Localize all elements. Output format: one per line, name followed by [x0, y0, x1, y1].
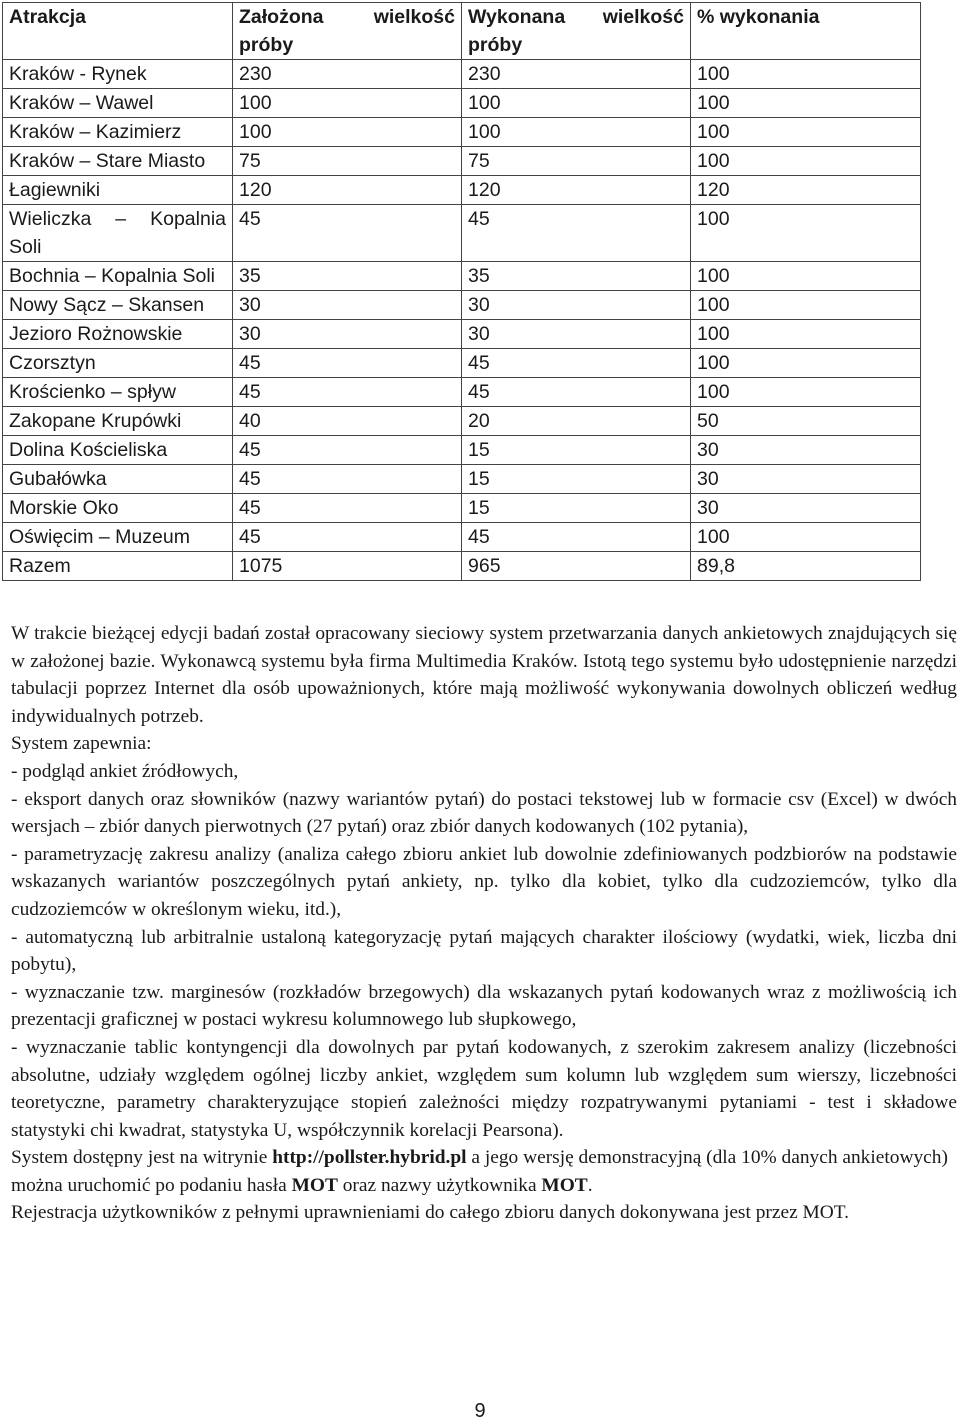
cell-wykonana: 30 — [462, 320, 691, 349]
cell-wykonana: 230 — [462, 60, 691, 89]
cell-zalozona: 120 — [233, 176, 462, 205]
cell-procent: 50 — [691, 407, 921, 436]
table-row — [3, 147, 921, 176]
cell-atrakcja: Kraków - Rynek — [3, 60, 233, 89]
cell-atrakcja: Oświęcim – Muzeum — [3, 523, 233, 552]
cell-atrakcja: Bochnia – Kopalnia Soli — [3, 262, 233, 291]
cell-procent: 100 — [691, 320, 921, 349]
cell-wykonana: 35 — [462, 262, 691, 291]
cell-wykonana: 15 — [462, 465, 691, 494]
availability-text: oraz nazwy użytkownika — [337, 1174, 542, 1196]
table-row — [3, 118, 921, 147]
cell-procent: 100 — [691, 118, 921, 147]
cell-zalozona: 45 — [233, 436, 462, 465]
cell-procent: 30 — [691, 494, 921, 523]
cell-zalozona: 45 — [233, 349, 462, 378]
table-row — [3, 320, 921, 349]
cell-zalozona: 40 — [233, 407, 462, 436]
cell-wykonana: 75 — [462, 147, 691, 176]
cell-atrakcja: Kraków – Kazimierz — [3, 118, 233, 147]
cell-procent: 30 — [691, 436, 921, 465]
cell-atrakcja: Kraków – Wawel — [3, 89, 233, 118]
table-row — [3, 523, 921, 552]
table-row — [3, 291, 921, 320]
cell-procent: 120 — [691, 176, 921, 205]
table-row — [3, 378, 921, 407]
registration-paragraph: Rejestracja użytkowników z pełnymi uprawnieniami do całego zbioru danych dokonywana jest przez MOT. — [11, 1202, 850, 1224]
feature-item: - wyznaczanie tzw. marginesów (rozkładów brzegowych) dla wskazanych pytań kodowanych wraz z możliwością ich prezentacji graficznej w postaci wykresu kolumnowego lub słupkowego, — [11, 981, 957, 1031]
cell-procent: 30 — [691, 465, 921, 494]
cell-procent: 100 — [691, 205, 921, 262]
cell-procent: 100 — [691, 60, 921, 89]
cell-procent: 100 — [691, 291, 921, 320]
table-row — [3, 262, 921, 291]
cell-wykonana: 30 — [462, 291, 691, 320]
body-text — [11, 620, 957, 1227]
cell-zalozona: 230 — [233, 60, 462, 89]
cell-zalozona: 45 — [233, 523, 462, 552]
table-row — [3, 552, 921, 581]
cell-procent: 100 — [691, 262, 921, 291]
header-atrakcja: Atrakcja — [3, 3, 233, 60]
table-row — [3, 407, 921, 436]
cell-procent: 100 — [691, 147, 921, 176]
cell-wykonana: 15 — [462, 494, 691, 523]
cell-wykonana: 100 — [462, 89, 691, 118]
cell-wykonana: 965 — [462, 552, 691, 581]
cell-procent: 100 — [691, 523, 921, 552]
intro-paragraph: W trakcie bieżącej edycji badań został opracowany sieciowy system przetwarzania danych ankietowych znajdujących się w założonej bazie. Wykonawcą systemu była firma Multimedia Kraków. Istotą tego systemu było udostępnienie narzędzi tabulacji poprzez Internet dla osób upoważnionych, które mają możliwość wykonywania dowolnych obliczeń według indywidualnych potrzeb. — [11, 623, 957, 727]
cell-procent: 100 — [691, 378, 921, 407]
table-row — [3, 89, 921, 118]
page-number: 9 — [474, 1400, 486, 1422]
password-value: MOT — [291, 1174, 338, 1196]
feature-item: - parametryzację zakresu analizy (analiza całego zbioru ankiet lub dowolnie zdefiniowanych podzbiorów na podstawie wskazanych wariantów poszczególnych pytań ankiety, np. tylko dla kobiet, tylko dla cudzoziemców, tylko dla cudzoziemców w określonym wieku, itd.), — [11, 843, 957, 920]
cell-atrakcja: Łagiewniki — [3, 176, 233, 205]
cell-atrakcja: Nowy Sącz – Skansen — [3, 291, 233, 320]
table-row — [3, 205, 921, 262]
cell-wykonana: 45 — [462, 378, 691, 407]
website-link[interactable]: http://pollster.hybrid.pl — [272, 1147, 467, 1169]
cell-wykonana: 45 — [462, 205, 691, 262]
table-row — [3, 494, 921, 523]
header-zalozona: Założona wielkość próby — [233, 3, 462, 60]
availability-text: System dostępny jest na witrynie — [11, 1147, 273, 1169]
availability-paragraph — [11, 1144, 957, 1199]
cell-atrakcja: Jezioro Rożnowskie — [3, 320, 233, 349]
cell-wykonana: 45 — [462, 349, 691, 378]
cell-zalozona: 30 — [233, 291, 462, 320]
cell-atrakcja: Krościenko – spływ — [3, 378, 233, 407]
cell-wykonana: 120 — [462, 176, 691, 205]
cell-atrakcja: Morskie Oko — [3, 494, 233, 523]
sample-table — [2, 2, 921, 581]
cell-zalozona: 100 — [233, 89, 462, 118]
cell-zalozona: 45 — [233, 465, 462, 494]
cell-atrakcja: Zakopane Krupówki — [3, 407, 233, 436]
availability-text: . — [587, 1174, 593, 1196]
table-row — [3, 349, 921, 378]
cell-zalozona: 75 — [233, 147, 462, 176]
cell-wykonana: 15 — [462, 436, 691, 465]
cell-atrakcja: Razem — [3, 552, 233, 581]
cell-atrakcja: Czorsztyn — [3, 349, 233, 378]
cell-atrakcja: Gubałówka — [3, 465, 233, 494]
cell-wykonana: 20 — [462, 407, 691, 436]
feature-item: - automatyczną lub arbitralnie ustaloną kategoryzację pytań mających charakter ilościowy (wydatki, wiek, liczba dni pobytu), — [11, 926, 957, 976]
cell-procent: 100 — [691, 349, 921, 378]
cell-zalozona: 45 — [233, 494, 462, 523]
cell-atrakcja: Dolina Kościeliska — [3, 436, 233, 465]
cell-wykonana: 100 — [462, 118, 691, 147]
feature-item: - wyznaczanie tablic kontyngencji dla dowolnych par pytań kodowanych, z szerokim zakresem analizy (liczebności absolutne, udziały względem ogólnej liczby ankiet, względem sum kolumn lub względem sum wierszy, liczebności teoretyczne, parametry charakteryzujące stopień zależności między rozpatrywanymi pytaniami - test i składowe statystyki chi kwadrat, statystyka U, współczynnik korelacji Pearsona). — [11, 1036, 957, 1141]
feature-item: - eksport danych oraz słowników (nazwy wariantów pytań) do postaci tekstowej lub w formacie csv (Excel) w dwóch wersjach – zbiór danych pierwotnych (27 pytań) oraz zbiór danych kodowanych (102 pytania), — [11, 788, 957, 838]
cell-zalozona: 45 — [233, 378, 462, 407]
cell-atrakcja: Kraków – Stare Miasto — [3, 147, 233, 176]
table-header-row — [3, 3, 921, 60]
table-row — [3, 60, 921, 89]
cell-procent: 100 — [691, 89, 921, 118]
feature-item: - podgląd ankiet źródłowych, — [11, 760, 239, 782]
table-row — [3, 176, 921, 205]
header-wykonana: Wykonana wielkość próby — [462, 3, 691, 60]
cell-zalozona: 30 — [233, 320, 462, 349]
cell-wykonana: 45 — [462, 523, 691, 552]
username-value: MOT — [541, 1174, 588, 1196]
cell-procent: 89,8 — [691, 552, 921, 581]
cell-zalozona: 1075 — [233, 552, 462, 581]
availability-text: a jego wersję demonstracyjną (dla 10% danych ankietowych) można uruchomić po podaniu hasła — [11, 1147, 948, 1196]
cell-zalozona: 35 — [233, 262, 462, 291]
cell-zalozona: 100 — [233, 118, 462, 147]
cell-atrakcja: Wieliczka – Kopalnia Soli — [3, 205, 233, 262]
header-procent: % wykonania — [691, 3, 921, 60]
system-features-heading: System zapewnia: — [11, 733, 152, 755]
cell-zalozona: 45 — [233, 205, 462, 262]
table-row — [3, 465, 921, 494]
table-row — [3, 436, 921, 465]
